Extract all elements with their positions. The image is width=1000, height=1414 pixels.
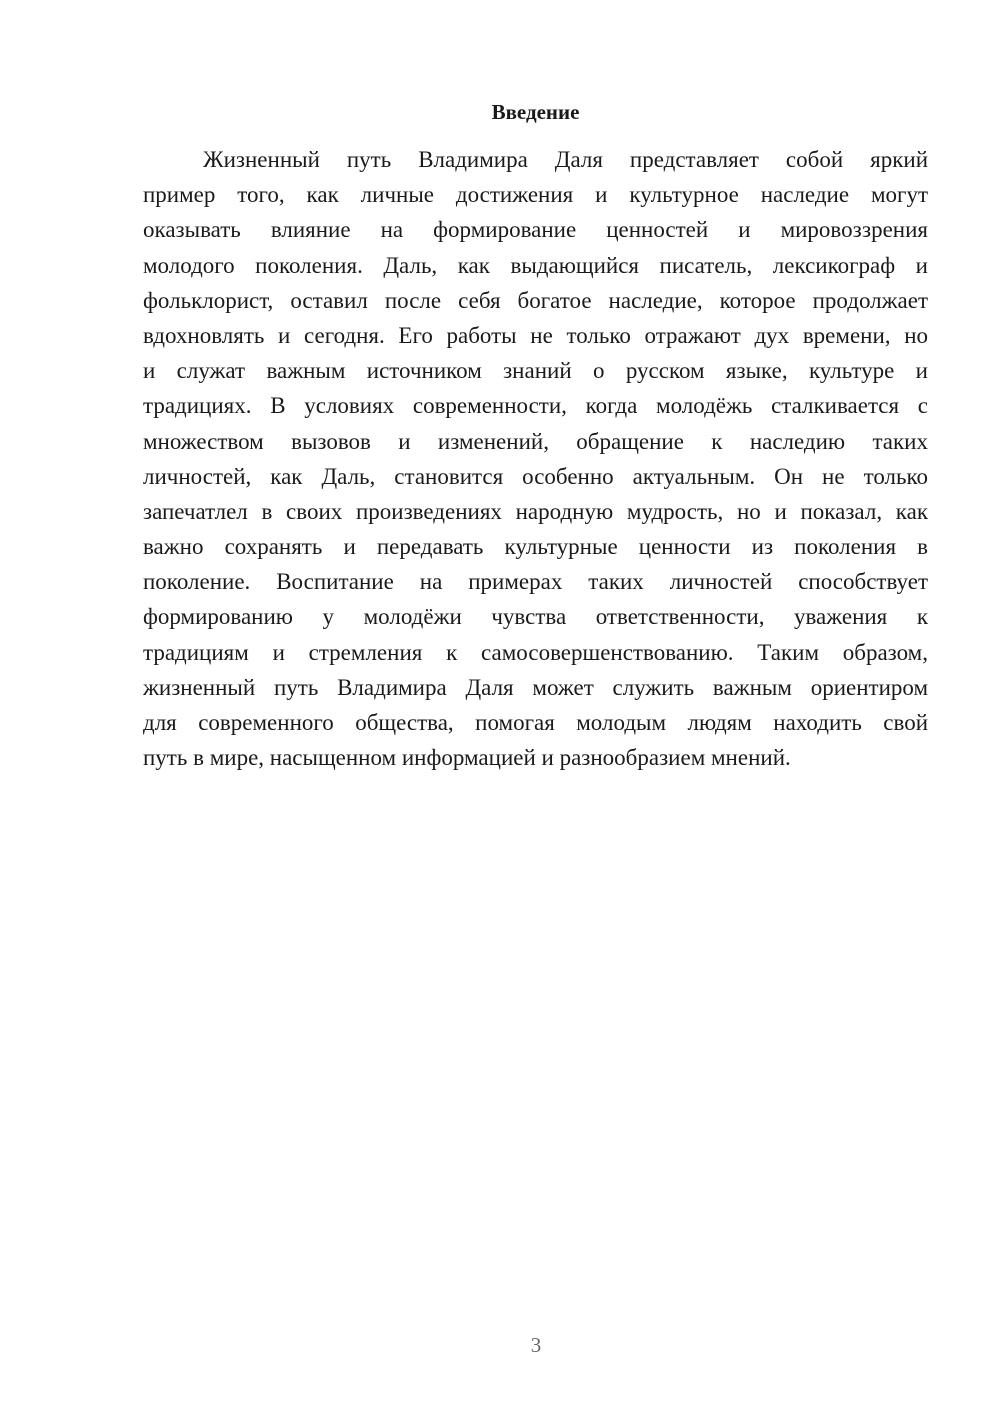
paragraph-line: путь в мире, насыщенном информацией и разнообразием мнений. <box>143 745 791 771</box>
paragraph-line: формированию у молодёжи чувства ответственности, уважения к <box>143 604 928 630</box>
section-heading: Введение <box>491 100 580 124</box>
paragraph-line: важно сохранять и передавать культурные ценности из поколения в <box>143 534 928 560</box>
paragraph-line: запечатлел в своих произведениях народную мудрость, но и показал, как <box>143 498 928 524</box>
paragraph-line: фольклорист, оставил после себя богатое наследие, которое продолжает <box>143 287 928 313</box>
page-number: 3 <box>530 1333 542 1357</box>
paragraph-line: Жизненный путь Владимира Даля представляет собой яркий <box>203 147 928 172</box>
paragraph-line: традициях. В условиях современности, когда молодёжь сталкивается с <box>143 393 928 419</box>
paragraph-line: множеством вызовов и изменений, обращение к наследию таких <box>143 428 928 454</box>
paragraph-line: молодого поколения. Даль, как выдающийся писатель, лексикограф и <box>143 252 928 278</box>
paragraph-line: для современного общества, помогая молодым людям находить свой <box>143 710 928 735</box>
paragraph-line: пример того, как личные достижения и культурное наследие могут <box>143 182 928 208</box>
paragraph-line: поколение. Воспитание на примерах таких личностей способствует <box>143 569 928 595</box>
paragraph-line: и служат важным источником знаний о русском языке, культуре и <box>143 358 928 384</box>
paragraph-line: личностей, как Даль, становится особенно актуальным. Он не только <box>143 463 928 489</box>
paragraph-line: жизненный путь Владимира Даля может служить важным ориентиром <box>143 674 928 700</box>
paragraph-line: оказывать влияние на формирование ценностей и мировоззрения <box>143 217 928 243</box>
paragraph-line: традициям и стремления к самосовершенствованию. Таким образом, <box>143 639 928 665</box>
introduction-paragraph <box>143 142 928 775</box>
paragraph-line: вдохновлять и сегодня. Его работы не только отражают дух времени, но <box>143 322 928 348</box>
